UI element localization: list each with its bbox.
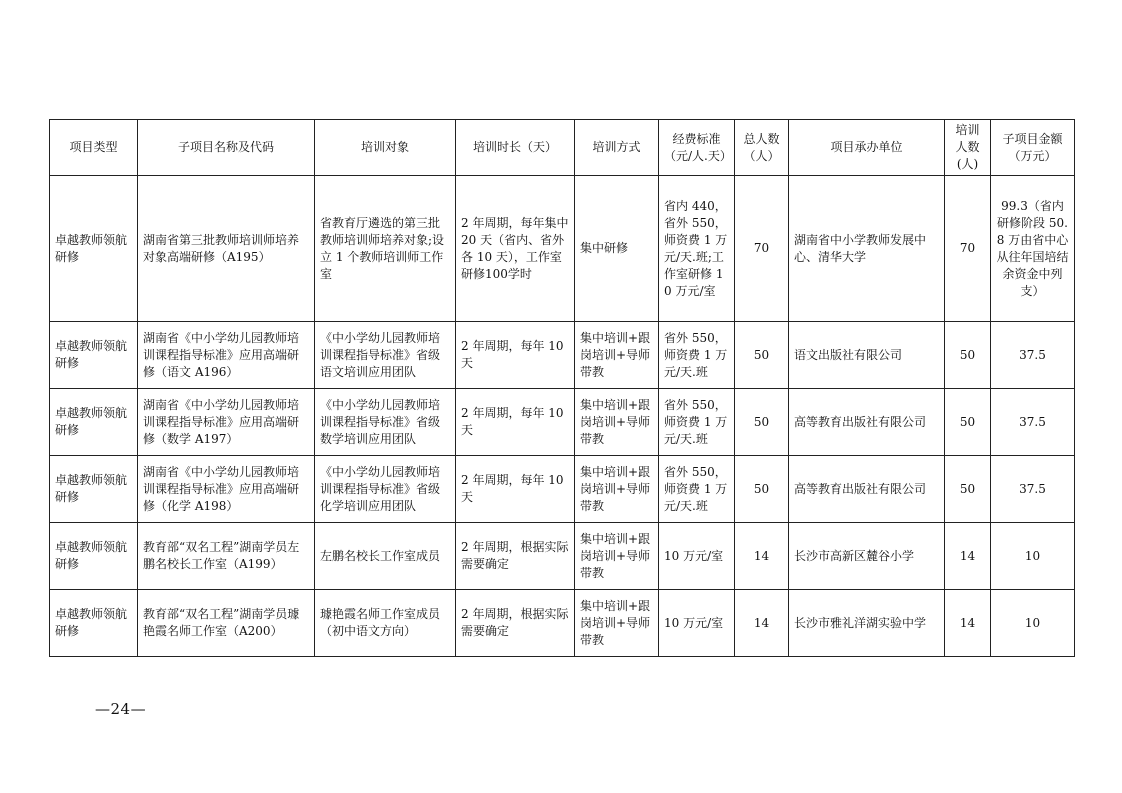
training-method-cell: 集中培训+跟岗培训+导师带教 bbox=[575, 456, 659, 523]
trainee-count-cell: 14 bbox=[945, 590, 991, 657]
training-target-cell: 省教育厅遴选的第三批教师培训师培养对象;设立 1 个教师培训师工作室 bbox=[315, 176, 456, 322]
subproject-name-cell: 湖南省第三批教师培训师培养对象高端研修（A195） bbox=[138, 176, 315, 322]
trainee-count-cell: 50 bbox=[945, 389, 991, 456]
trainee-count-cell: 50 bbox=[945, 456, 991, 523]
training-target-cell: 《中小学幼儿园教师培训课程指导标准》省级化学培训应用团队 bbox=[315, 456, 456, 523]
fee-standard-cell: 省外 550，师资费 1 万元/天.班 bbox=[659, 322, 735, 389]
trainee-count-cell: 70 bbox=[945, 176, 991, 322]
organizer-cell: 长沙市高新区麓谷小学 bbox=[789, 523, 945, 590]
fee-standard-cell: 省外 550，师资费 1 万元/天.班 bbox=[659, 389, 735, 456]
organizer-cell: 高等教育出版社有限公司 bbox=[789, 456, 945, 523]
column-header: 培训对象 bbox=[315, 120, 456, 176]
fee-standard-cell: 省外 550，师资费 1 万元/天.班 bbox=[659, 456, 735, 523]
amount-cell: 37.5 bbox=[991, 389, 1075, 456]
training-duration-cell: 2 年周期，每年 10 天 bbox=[456, 322, 575, 389]
column-header: 经费标准（元/人.天） bbox=[659, 120, 735, 176]
column-header: 培训时长（天） bbox=[456, 120, 575, 176]
total-people-cell: 14 bbox=[735, 590, 789, 657]
training-target-cell: 《中小学幼儿园教师培训课程指导标准》省级数学培训应用团队 bbox=[315, 389, 456, 456]
amount-cell: 10 bbox=[991, 523, 1075, 590]
organizer-cell: 长沙市雅礼洋湖实验中学 bbox=[789, 590, 945, 657]
training-method-cell: 集中培训+跟岗培训+导师带教 bbox=[575, 590, 659, 657]
project-table bbox=[49, 119, 1075, 657]
training-target-cell: 璩艳霞名师工作室成员（初中语文方向） bbox=[315, 590, 456, 657]
table-row bbox=[50, 389, 1075, 456]
total-people-cell: 50 bbox=[735, 322, 789, 389]
amount-cell: 10 bbox=[991, 590, 1075, 657]
subproject-name-cell: 湖南省《中小学幼儿园教师培训课程指导标准》应用高端研修（语文 A196） bbox=[138, 322, 315, 389]
total-people-cell: 14 bbox=[735, 523, 789, 590]
amount-cell: 99.3（省内研修阶段 50.8 万由省中心从往年国培结余资金中列支） bbox=[991, 176, 1075, 322]
project-type-cell: 卓越教师领航研修 bbox=[50, 322, 138, 389]
organizer-cell: 语文出版社有限公司 bbox=[789, 322, 945, 389]
column-header: 子项目名称及代码 bbox=[138, 120, 315, 176]
table-header bbox=[50, 120, 1075, 176]
training-method-cell: 集中培训+跟岗培训+导师带教 bbox=[575, 523, 659, 590]
training-duration-cell: 2 年周期，每年 10 天 bbox=[456, 456, 575, 523]
column-header: 培训人数(人) bbox=[945, 120, 991, 176]
project-type-cell: 卓越教师领航研修 bbox=[50, 590, 138, 657]
training-method-cell: 集中研修 bbox=[575, 176, 659, 322]
table-body bbox=[50, 176, 1075, 657]
fee-standard-cell: 10 万元/室 bbox=[659, 523, 735, 590]
column-header: 子项目金额（万元） bbox=[991, 120, 1075, 176]
project-type-cell: 卓越教师领航研修 bbox=[50, 523, 138, 590]
table-row bbox=[50, 176, 1075, 322]
column-header: 总人数（人） bbox=[735, 120, 789, 176]
training-duration-cell: 2 年周期，根据实际需要确定 bbox=[456, 523, 575, 590]
column-header: 培训方式 bbox=[575, 120, 659, 176]
table-row bbox=[50, 322, 1075, 389]
project-type-cell: 卓越教师领航研修 bbox=[50, 389, 138, 456]
table-row bbox=[50, 523, 1075, 590]
table-row bbox=[50, 590, 1075, 657]
training-target-cell: 左鹏名校长工作室成员 bbox=[315, 523, 456, 590]
project-type-cell: 卓越教师领航研修 bbox=[50, 176, 138, 322]
amount-cell: 37.5 bbox=[991, 322, 1075, 389]
subproject-name-cell: 湖南省《中小学幼儿园教师培训课程指导标准》应用高端研修（数学 A197） bbox=[138, 389, 315, 456]
training-duration-cell: 2 年周期，根据实际需要确定 bbox=[456, 590, 575, 657]
training-method-cell: 集中培训+跟岗培训+导师带教 bbox=[575, 322, 659, 389]
subproject-name-cell: 湖南省《中小学幼儿园教师培训课程指导标准》应用高端研修（化学 A198） bbox=[138, 456, 315, 523]
training-method-cell: 集中培训+跟岗培训+导师带教 bbox=[575, 389, 659, 456]
total-people-cell: 70 bbox=[735, 176, 789, 322]
organizer-cell: 高等教育出版社有限公司 bbox=[789, 389, 945, 456]
fee-standard-cell: 10 万元/室 bbox=[659, 590, 735, 657]
subproject-name-cell: 教育部“双名工程”湖南学员璩艳霞名师工作室（A200） bbox=[138, 590, 315, 657]
trainee-count-cell: 50 bbox=[945, 322, 991, 389]
subproject-name-cell: 教育部“双名工程”湖南学员左鹏名校长工作室（A199） bbox=[138, 523, 315, 590]
total-people-cell: 50 bbox=[735, 456, 789, 523]
column-header: 项目承办单位 bbox=[789, 120, 945, 176]
organizer-cell: 湖南省中小学教师发展中心、清华大学 bbox=[789, 176, 945, 322]
page-number: —24— bbox=[95, 700, 147, 718]
project-type-cell: 卓越教师领航研修 bbox=[50, 456, 138, 523]
training-duration-cell: 2 年周期，每年 10 天 bbox=[456, 389, 575, 456]
fee-standard-cell: 省内 440，省外 550，师资费 1 万元/天.班;工作室研修 10 万元/室 bbox=[659, 176, 735, 322]
training-target-cell: 《中小学幼儿园教师培训课程指导标准》省级语文培训应用团队 bbox=[315, 322, 456, 389]
trainee-count-cell: 14 bbox=[945, 523, 991, 590]
total-people-cell: 50 bbox=[735, 389, 789, 456]
amount-cell: 37.5 bbox=[991, 456, 1075, 523]
training-duration-cell: 2 年周期，每年集中 20 天（省内、省外各 10 天），工作室研修100学时 bbox=[456, 176, 575, 322]
column-header: 项目类型 bbox=[50, 120, 138, 176]
table-row bbox=[50, 456, 1075, 523]
